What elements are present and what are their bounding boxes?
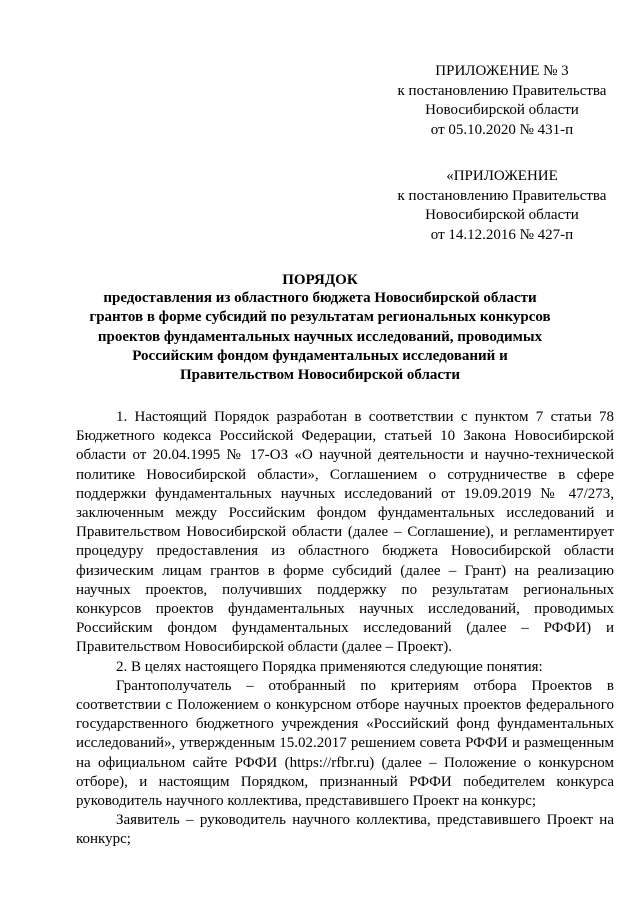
appendix-original-line: «ПРИЛОЖЕНИЕ (446, 168, 558, 184)
appendix-original-line: от 14.12.2016 № 427-п (430, 226, 574, 243)
paragraph-definition-applicant: Заявитель – руководитель научного коллектива, представившего Проект на конкурс; (76, 812, 614, 848)
document-subtitle (50, 289, 590, 385)
appendix-3-line: от 05.10.2020 № 431-п (430, 121, 574, 138)
subtitle-line: предоставления из областного бюджета Новосибирской области (103, 290, 537, 306)
subtitle-line: проектов фундаментальных научных исследований, проводимых (97, 328, 543, 345)
subtitle-line: Правительством Новосибирской области (179, 367, 461, 384)
document-body (76, 408, 614, 850)
paragraph-1: 1. Настоящий Порядок разработан в соответствии с пунктом 7 статьи 78 Бюджетного кодекса Российской Федерации, статьей 10 Закона Новосибирской области от 20.04.1995 № 17-ОЗ «О научной деятельности и научно-технической политике Новосибирской области», Соглашением о сотрудничестве в сфере поддержки фундаментальных научных исследований от 19.09.2019 № 47/273, заключенным между Российским фондом фундаментальных исследований и Правительством Новосибирской области (далее – Соглашение), и регламентирует процедуру предоставления из областного бюджета Новосибирской области физическим лицам грантов в форме субсидий (далее – Грант) на реализацию научных проектов, получивших поддержку по результатам региональных конкурсов проектов фундаментальных научных исследований, проводимых Российским фондом фундаментальных исследований (далее – РФФИ) и Правительством Новосибирской области (далее – Проект). (76, 409, 614, 656)
appendix-3-line: Новосибирской области (425, 102, 579, 118)
document-title: ПОРЯДОК (282, 272, 358, 288)
appendix-3-line: ПРИЛОЖЕНИЕ № 3 (435, 63, 569, 79)
subtitle-line: Российским фондом фундаментальных исследований и (132, 347, 508, 364)
subtitle-line: грантов в форме субсидий по результатам региональных конкурсов (89, 309, 551, 326)
paragraph-definition-grantee: Грантополучатель – отобранный по критериям отбора Проектов в соответствии с Положением о конкурсном отборе научных проектов федерального государственного бюджетного учреждения «Российский фонд фундаментальных исследований», утвержденным 15.02.2017 решением совета РФФИ и размещенным на официальном сайте РФФИ (https://rfbr.ru) (далее – Положение о конкурсном отборе), и настоящим Порядком, признанный РФФИ победителем конкурса руководитель научного коллектива, представившего Проект на конкурс; (76, 677, 614, 810)
appendix-3-line: к постановлению Правительства (397, 82, 607, 99)
appendix-original-line: Новосибирской области (425, 207, 579, 223)
paragraph-2: 2. В целях настоящего Порядка применяются следующие понятия: (116, 658, 543, 675)
appendix-3-block (388, 62, 616, 140)
appendix-original-line: к постановлению Правительства (397, 187, 607, 204)
appendix-original-block (388, 167, 616, 245)
